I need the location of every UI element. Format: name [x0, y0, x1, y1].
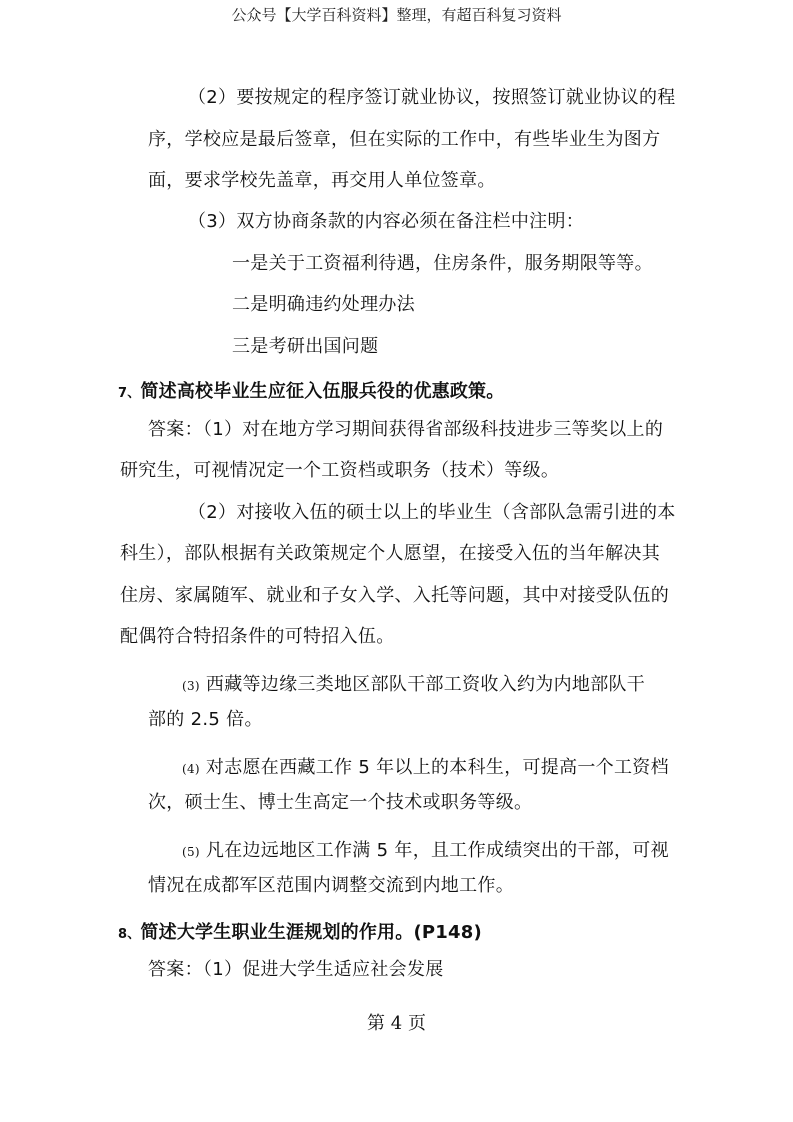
text-line: （2）要按规定的程序签订就业协议，按照签订就业协议的程 — [188, 87, 676, 108]
list-item — [182, 674, 645, 697]
text-line: 住房、家属随军、就业和子女入学、入托等问题，其中对接受队伍的 — [120, 585, 669, 606]
text-line: 序，学校应是最后签章，但在实际的工作中，有些毕业生为图方 — [148, 129, 661, 150]
item-text: 对志愿在西藏工作 5 年以上的本科生，可提高一个工资档 — [205, 757, 669, 778]
text-line: 次，硕士生、博士生高定一个技术或职务等级。 — [148, 792, 533, 813]
answer-line: 答案：（1）对在地方学习期间获得省部级科技进步三等奖以上的 — [148, 419, 664, 440]
text-line: 科生），部队根据有关政策规定个人愿望，在接受入伍的当年解决其 — [120, 543, 660, 564]
question-heading — [118, 922, 482, 946]
text-line: 一是关于工资福利待遇，住房条件，服务期限等等。 — [232, 253, 653, 274]
question-heading — [118, 381, 504, 405]
text-line: 配偶符合特招条件的可特招入伍。 — [120, 626, 395, 647]
answer-line: 答案：（1）促进大学生适应社会发展 — [148, 959, 444, 980]
text-line: （3）双方协商条款的内容必须在备注栏中注明： — [188, 211, 585, 232]
text-line: 研究生，可视情况定一个工资档或职务（技术）等级。 — [120, 460, 560, 481]
item-number: (3) — [182, 679, 200, 693]
question-title: 简述大学生职业生涯规划的作用。(P148) — [140, 922, 482, 943]
question-title: 简述高校毕业生应征入伍服兵役的优惠政策。 — [140, 381, 505, 402]
page-number: 第 4 页 — [367, 1013, 426, 1034]
text-line: 二是明确违约处理办法 — [232, 294, 415, 315]
text-line: 部的 2.5 倍。 — [148, 709, 263, 730]
item-number: (5) — [182, 845, 200, 859]
list-item — [182, 757, 669, 780]
text-line: 三是考研出国问题 — [232, 336, 379, 357]
question-number: 8、 — [118, 927, 141, 942]
item-text: 西藏等边缘三类地区部队干部工资收入约为内地部队干 — [205, 674, 646, 695]
text-line: （2）对接收入伍的硕士以上的毕业生（含部队急需引进的本 — [188, 502, 676, 523]
text-line: 情况在成都军区范围内调整交流到内地工作。 — [148, 875, 514, 896]
item-text: 凡在边远地区工作满 5 年，且工作成绩突出的干部，可视 — [205, 840, 669, 861]
list-item — [182, 840, 669, 863]
page-header: 公众号【大学百科资料】整理，有超百科复习资料 — [231, 6, 562, 24]
question-number: 7、 — [118, 386, 141, 401]
item-number: (4) — [182, 762, 200, 776]
text-line: 面，要求学校先盖章，再交用人单位签章。 — [148, 170, 496, 191]
